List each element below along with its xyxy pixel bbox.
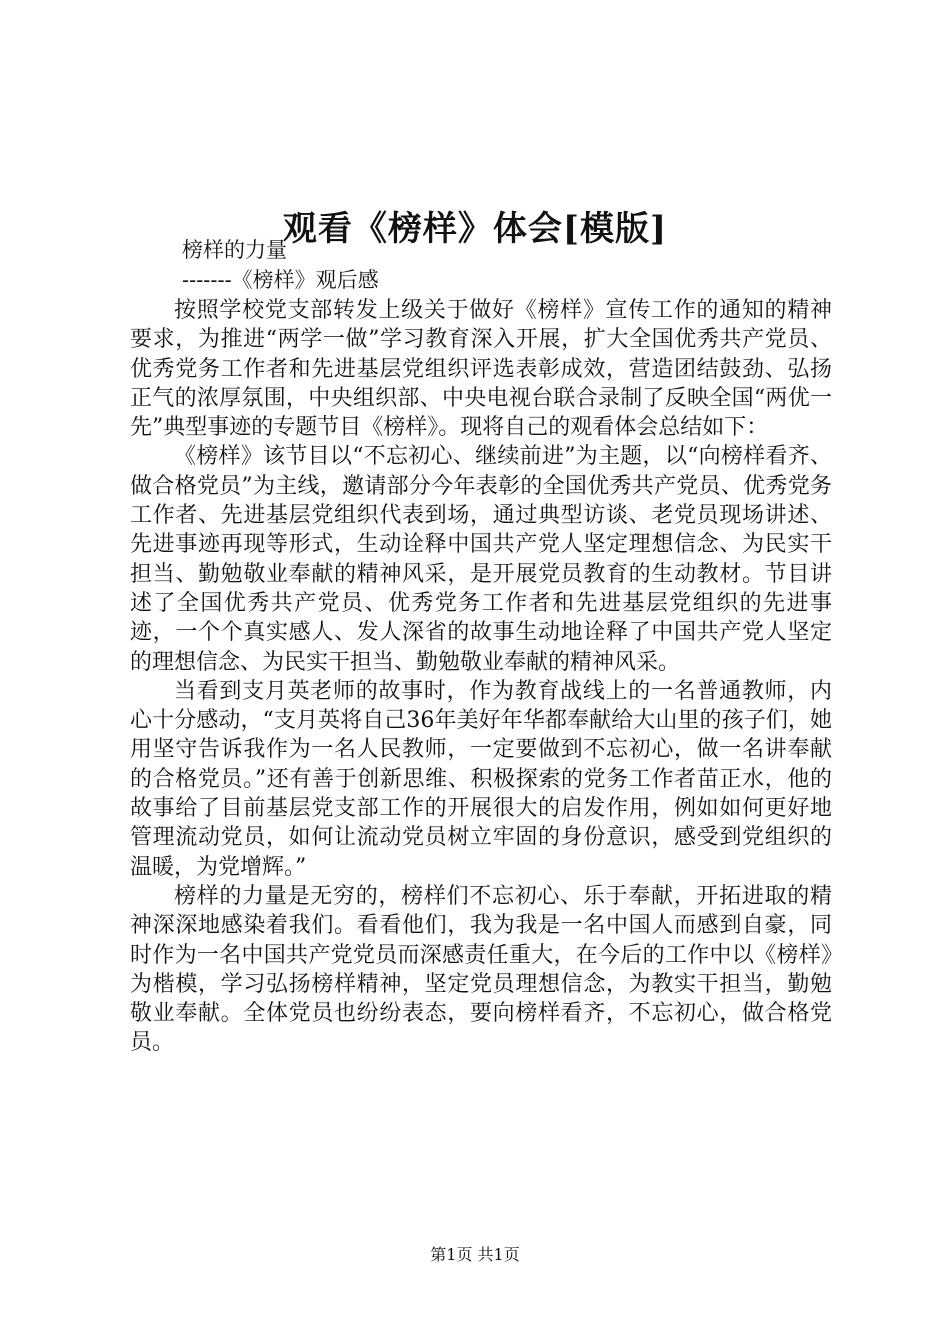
subtitle-byline: -------《榜样》观后感 — [182, 268, 379, 292]
page-title: 观看《榜样》体会[模版] — [282, 208, 668, 249]
paragraph: 《榜样》该节目以“不忘初心、继续前进”为主题，以“向榜样看齐、做合格党员”为主线，邀请部分今年表彰的全国优秀共产党员、优秀党务工作者、先进基层党组织代表到场，通过典型访谈、老党员现场讲述、先进事迹再现等形式，生动诠释中国共产党人坚定理想信念、为民实干担当、勤勉敬业奉献的精神风采，是开展党员教育的生动教材。节目讲述了全国优秀共产党员、优秀党务工作者和先进基层党组织的先进事迹，一个个真实感人、发人深省的故事生动地诠释了中国共产党人坚定的理想信念、为民实干担当、勤勉敬业奉献的精神风采。 — [130, 444, 832, 675]
paragraph: 当看到支月英老师的故事时，作为教育战线上的一名普通教师，内心十分感动，“支月英将自己36年美好年华都奉献给大山里的孩子们，她用坚守告诉我作为一名人民教师，一定要做到不忘初心，做一名讲奉献的合格党员。”还有善于创新思维、积极探索的党务工作者苗正水，他的故事给了目前基层党支部工作的开展很大的启发作用，例如如何更好地管理流动党员，如何让流动党员树立牢固的身份意识，感受到党组织的温暖，为党增辉。” — [130, 678, 832, 880]
document-body — [130, 296, 832, 1058]
paragraph: 榜样的力量是无穷的，榜样们不忘初心、乐于奉献，开拓进取的精神深深地感染着我们。看看他们，我为我是一名中国人而感到自豪，同时作为一名中国共产党党员而深感责任重大，在今后的工作中以《榜样》为楷模，学习弘扬榜样精神，坚定党员理想信念，为教实干担当，勤勉敬业奉献。全体党员也纷纷表态，要向榜样看齐，不忘初心，做合格党员。 — [130, 883, 832, 1056]
paragraph: 按照学校党支部转发上级关于做好《榜样》宣传工作的通知的精神要求，为推进“两学一做”学习教育深入开展，扩大全国优秀共产党员、优秀党务工作者和先进基层党组织评选表彰成效，营造团结鼓劲、弘扬正气的浓厚氛围，中央组织部、中央电视台联合录制了反映全国“两优一先”典型事迹的专题节目《榜样》。现将自己的观看体会总结如下： — [130, 298, 832, 441]
subtitle: 榜样的力量 — [182, 238, 287, 262]
page-footer: 第1页 共1页 — [430, 1245, 520, 1264]
